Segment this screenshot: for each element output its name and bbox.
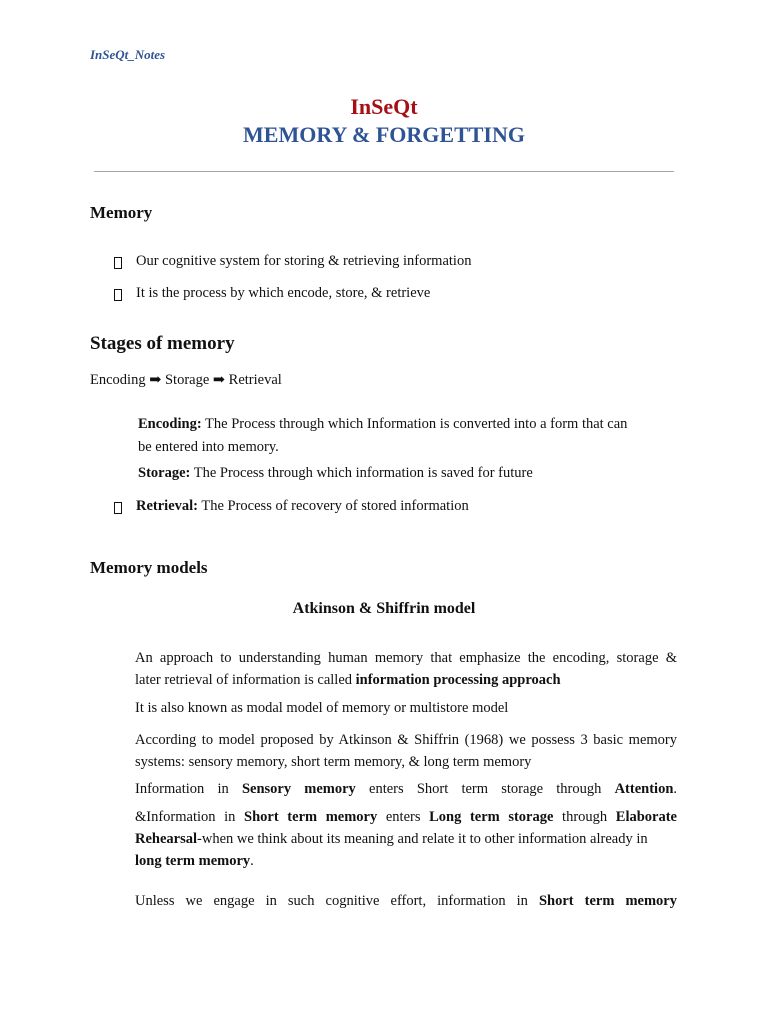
storage-def-text: The Process through which information is saved for future xyxy=(190,465,533,481)
bold-term: Short term memory xyxy=(538,893,677,909)
paragraph-text: -when we think about its meaning and relate it to other information already in xyxy=(197,831,648,847)
paragraph-short-term xyxy=(135,806,677,872)
bold-term: long term memory xyxy=(135,853,251,869)
paragraph-text: through xyxy=(553,809,616,825)
bullet-icon xyxy=(114,257,122,269)
memory-bullet-1 xyxy=(114,253,471,270)
page-title: MEMORY & FORGETTING xyxy=(243,122,525,147)
bullet-text: It is the process by which encode, store, & retrieve xyxy=(136,285,431,301)
paragraph-text: . xyxy=(250,853,254,869)
encoding-definition xyxy=(138,413,658,485)
bullet-icon xyxy=(114,502,122,514)
paragraph-text: Unless we engage in such cognitive effort, information in xyxy=(135,893,539,909)
paragraph-ipa xyxy=(135,647,677,691)
paragraph-line: According to model proposed by Atkinson & Shiffrin (1968) we possess 3 basic memory xyxy=(135,732,677,748)
stages-sequence: Encoding ➡ Storage ➡ Retrieval xyxy=(90,372,282,388)
paragraph-text: enters xyxy=(377,809,430,825)
paragraph-text: enters Short term storage through xyxy=(355,781,615,797)
paragraph-line: systems: sensory memory, short term memory, & long term memory xyxy=(135,754,532,770)
bold-term: Rehearsal xyxy=(135,831,198,847)
memory-heading: Memory xyxy=(90,203,153,222)
paragraph-three-systems xyxy=(135,729,677,773)
paragraph-text: later retrieval of information is called xyxy=(135,672,356,688)
paragraph-text: Information in xyxy=(135,781,242,797)
model-subheading: Atkinson & Shiffrin model xyxy=(292,600,476,617)
document-header-tag: InSeQt_Notes xyxy=(90,47,166,62)
paragraph-text: . xyxy=(673,781,678,797)
bold-term: Elaborate xyxy=(615,809,677,825)
encoding-def-text: The Process through which Information is converted into a form that can xyxy=(201,416,628,432)
bold-term: Attention xyxy=(614,781,674,797)
paragraph-unless xyxy=(135,890,677,912)
paragraph-text: &Information in xyxy=(135,809,245,825)
bold-term: Short term memory xyxy=(244,809,378,825)
retrieval-bullet xyxy=(114,498,469,515)
paragraph-sensory xyxy=(135,778,677,800)
memory-bullet-2 xyxy=(114,285,430,302)
bold-term: information processing approach xyxy=(355,672,561,688)
retrieval-def-text: The Process of recovery of stored information xyxy=(198,498,469,514)
brand-title: InSeQt xyxy=(350,94,418,119)
paragraph-modal: It is also known as modal model of memory or multistore model xyxy=(135,700,509,716)
encoding-def-text-2: be entered into memory. xyxy=(138,439,279,455)
title-divider xyxy=(94,171,674,172)
bold-term: Long term storage xyxy=(429,809,554,825)
bullet-icon xyxy=(114,289,122,301)
bold-term: Sensory memory xyxy=(241,781,356,797)
bullet-text: Our cognitive system for storing & retrieving information xyxy=(136,253,472,269)
models-heading: Memory models xyxy=(90,558,208,577)
encoding-term: Encoding: xyxy=(138,416,202,432)
stages-heading: Stages of memory xyxy=(90,333,235,354)
paragraph-line: An approach to understanding human memory that emphasize the encoding, storage & xyxy=(135,650,677,666)
retrieval-term: Retrieval: xyxy=(136,498,198,514)
storage-term: Storage: xyxy=(138,465,191,481)
